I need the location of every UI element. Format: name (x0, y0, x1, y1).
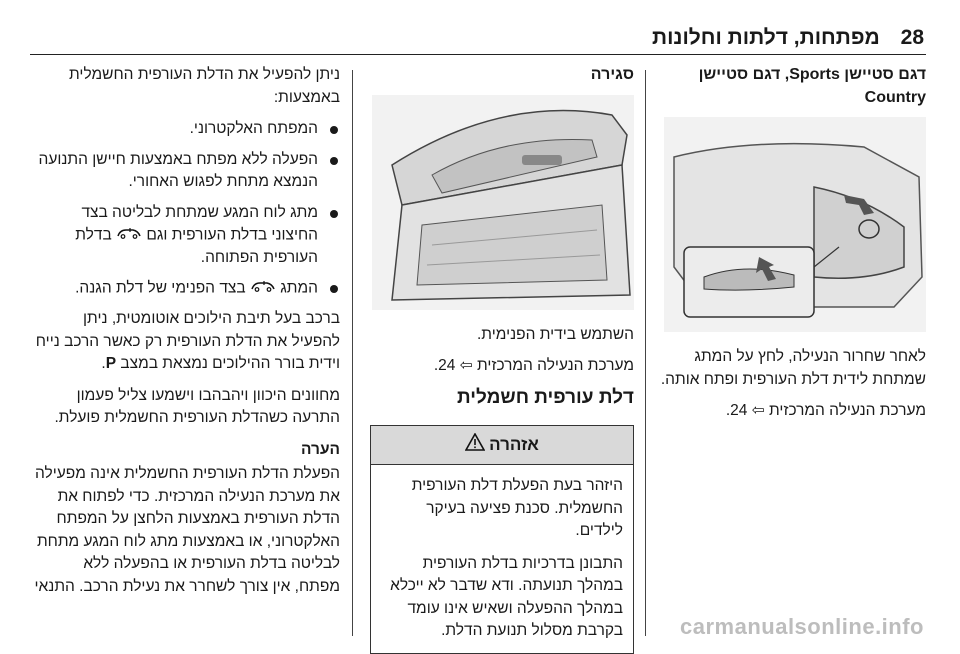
warning-triangle-icon (465, 433, 485, 458)
note-body: הפעלת הדלת העורפית החשמלית אינה מפעילה את מערכת הנעילה המרכזית. כדי לפתוח את הדלת העורפית באמצעות הלחצן על המפתח האלקטרוני, או באמצעות מתג לוח המגע מתחת לבליטה בדלת העורפית או בהפעלה ללא מפתח, אין צורך לשחרר את נעילת הרכב. התנאי (34, 465, 340, 595)
power-tailgate-title: דלת עורפית חשמלית (456, 386, 634, 408)
rear-door-switch-illustration (664, 117, 926, 332)
watermark: carmanualsonline.info (680, 614, 924, 639)
list-item: מתג לוח המגע שמתחת לבליטה בצד החיצוני בדלת העורפית וגם בדלת העורפית הפתוחה. (34, 202, 340, 270)
warning-label: אזהרה (489, 434, 539, 454)
gear-position: P (105, 355, 117, 373)
reference-arrow-icon: ⇦ (751, 402, 765, 419)
list-item: המתג בצד הפנימי של דלת הגנה. (34, 277, 340, 300)
page-number: 28 (900, 26, 924, 49)
column-divider-right (645, 70, 646, 636)
column-heading: דגם סטיישן Sports, דגם סטיישן Country (698, 66, 926, 106)
note-heading: הערה (301, 440, 340, 458)
operation-intro: ניתן להפעיל את הדלת העורפית החשמלית באמצעות: (69, 66, 340, 106)
reference-page: 24. (725, 402, 748, 419)
car-key-icon (250, 277, 276, 300)
section-title: מפתחות, דלתות וחלונות (652, 26, 880, 49)
reference-text: מערכת הנעילה המרכזית (477, 357, 634, 374)
warning-header (371, 426, 633, 465)
column-middle (366, 64, 634, 654)
operation-methods-list (34, 118, 340, 300)
closing-heading: סגירה (590, 66, 634, 83)
automatic-transmission-note: ברכב בעל תיבת הילוכים אוטומטית, ניתן להפעיל את הדלת העורפית רק כאשר הרכב נייח וידית בורר ההילוכים נמצאת במצב P. (35, 310, 340, 373)
header-divider (30, 54, 926, 55)
reference-text: מערכת הנעילה המרכזית (769, 402, 926, 419)
list-item: המפתח האלקטרוני. (34, 118, 340, 141)
close-instructions: השתמש בידית הפנימית. (477, 325, 634, 343)
warning-text-1: היזהר בעת הפעלת דלת העורפית החשמלית. סכנת פציעה בעיקר לילדים. (411, 477, 623, 539)
column-left (34, 64, 340, 607)
car-key-icon (116, 224, 142, 247)
reference-arrow-icon: ⇦ (459, 357, 473, 374)
tailgate-interior-illustration (372, 95, 634, 310)
column-right (658, 64, 926, 432)
open-instructions: לאחר שחרור הנעילה, לחץ על המתג שמתחת לידית דלת העורפית ופתח אותה. (660, 348, 926, 388)
central-locking-reference-mid (366, 355, 634, 378)
list-item: הפעלה ללא מפתח באמצעות חיישן התנועה הנמצא מתחת לפגוש האחורי. (34, 149, 340, 194)
indicator-note: מחוונים היכוון ויהבהבו וישמעו צליל פעמון התרעה כשהדלת העורפית החשמלית פועלת. (54, 386, 340, 427)
page-header (0, 0, 960, 60)
column-divider-left (352, 70, 353, 636)
warning-text-2: התבונן בדרכיות בדלת העורפית במהלך תנועתה. ודא שדבר לא ייכלא במהלך ההפעלה ושאיש אינו עומד בקרבת מסלול תנועת הדלת. (390, 554, 623, 639)
reference-page: 24. (433, 357, 456, 374)
central-locking-reference (658, 400, 926, 423)
